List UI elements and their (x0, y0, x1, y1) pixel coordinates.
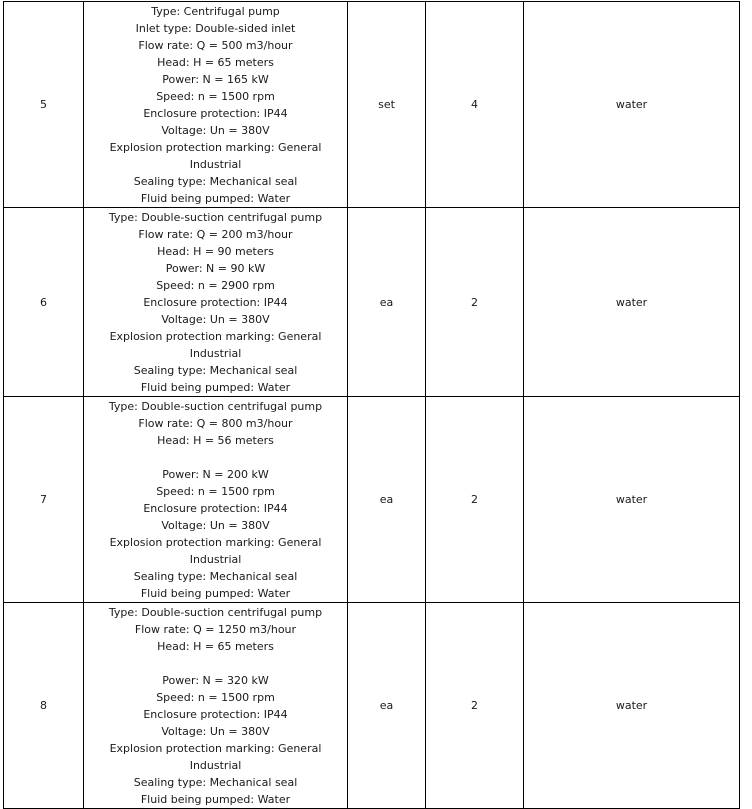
description-line: Fluid being pumped: Water (140, 191, 291, 205)
description-line: Enclosure protection: IP44 (143, 295, 288, 309)
table-row (4, 397, 740, 603)
note-cell: water (524, 397, 740, 603)
description-line: Inlet type: Double-sided inlet (135, 21, 296, 35)
description-line: Type: Double-suction centrifugal pump (108, 605, 323, 619)
description-line: Industrial (189, 157, 242, 171)
description-line: Fluid being pumped: Water (140, 586, 291, 600)
description-line: Flow rate: Q = 200 m3/hour (138, 227, 293, 241)
note-cell: water (524, 603, 740, 809)
description-line: Explosion protection marking: General (109, 140, 322, 154)
quantity-cell: 2 (426, 603, 524, 809)
description-line: Voltage: Un = 380V (161, 312, 270, 326)
table-row (4, 208, 740, 397)
item-number-cell: 6 (4, 208, 84, 397)
unit-cell: ea (348, 603, 426, 809)
description-line: Head: H = 90 meters (157, 244, 274, 258)
description-line: Speed: n = 1500 rpm (156, 690, 275, 704)
quantity-cell: 2 (426, 397, 524, 603)
description-line: Fluid being pumped: Water (140, 792, 291, 806)
description-line: Speed: n = 2900 rpm (156, 278, 275, 292)
description-line: Head: H = 56 meters (157, 433, 274, 447)
description-line: Power: N = 320 kW (162, 673, 269, 687)
item-number-cell: 5 (4, 2, 84, 208)
description-cell (84, 603, 348, 809)
description-line: Voltage: Un = 380V (161, 724, 270, 738)
item-number-cell: 7 (4, 397, 84, 603)
item-number-cell: 8 (4, 603, 84, 809)
description-line: Head: H = 65 meters (157, 639, 274, 653)
description-line: Flow rate: Q = 1250 m3/hour (134, 622, 297, 636)
description-line: Sealing type: Mechanical seal (133, 174, 298, 188)
description-cell (84, 208, 348, 397)
description-line: Type: Centrifugal pump (151, 4, 280, 18)
description-line: Sealing type: Mechanical seal (133, 363, 298, 377)
unit-cell: ea (348, 208, 426, 397)
description-line: Fluid being pumped: Water (140, 380, 291, 394)
description-line: Speed: n = 1500 rpm (156, 484, 275, 498)
description-cell (84, 397, 348, 603)
unit-cell: ea (348, 397, 426, 603)
description-line: Explosion protection marking: General (109, 329, 322, 343)
description-line: Sealing type: Mechanical seal (133, 569, 298, 583)
unit-cell: set (348, 2, 426, 208)
description-line: Voltage: Un = 380V (161, 518, 270, 532)
description-line (84, 655, 347, 672)
description-line: Enclosure protection: IP44 (143, 106, 288, 120)
description-line: Enclosure protection: IP44 (143, 707, 288, 721)
description-line: Sealing type: Mechanical seal (133, 775, 298, 789)
note-cell: water (524, 208, 740, 397)
description-line: Flow rate: Q = 800 m3/hour (138, 416, 293, 430)
quantity-cell: 2 (426, 208, 524, 397)
description-line: Industrial (189, 552, 242, 566)
description-line: Explosion protection marking: General (109, 741, 322, 755)
table-row (4, 2, 740, 208)
description-line: Type: Double-suction centrifugal pump (108, 399, 323, 413)
pump-spec-table (3, 1, 740, 809)
description-line: Explosion protection marking: General (109, 535, 322, 549)
description-line: Industrial (189, 758, 242, 772)
description-line: Speed: n = 1500 rpm (156, 89, 275, 103)
description-line: Head: H = 65 meters (157, 55, 274, 69)
note-cell: water (524, 2, 740, 208)
description-line: Enclosure protection: IP44 (143, 501, 288, 515)
quantity-cell: 4 (426, 2, 524, 208)
description-line (84, 449, 347, 466)
table-row (4, 603, 740, 809)
description-line: Power: N = 165 kW (162, 72, 269, 86)
description-line: Flow rate: Q = 500 m3/hour (138, 38, 293, 52)
description-line: Type: Double-suction centrifugal pump (108, 210, 323, 224)
description-line: Power: N = 200 kW (162, 467, 269, 481)
description-line: Power: N = 90 kW (165, 261, 266, 275)
description-cell (84, 2, 348, 208)
description-line: Industrial (189, 346, 242, 360)
description-line: Voltage: Un = 380V (161, 123, 270, 137)
